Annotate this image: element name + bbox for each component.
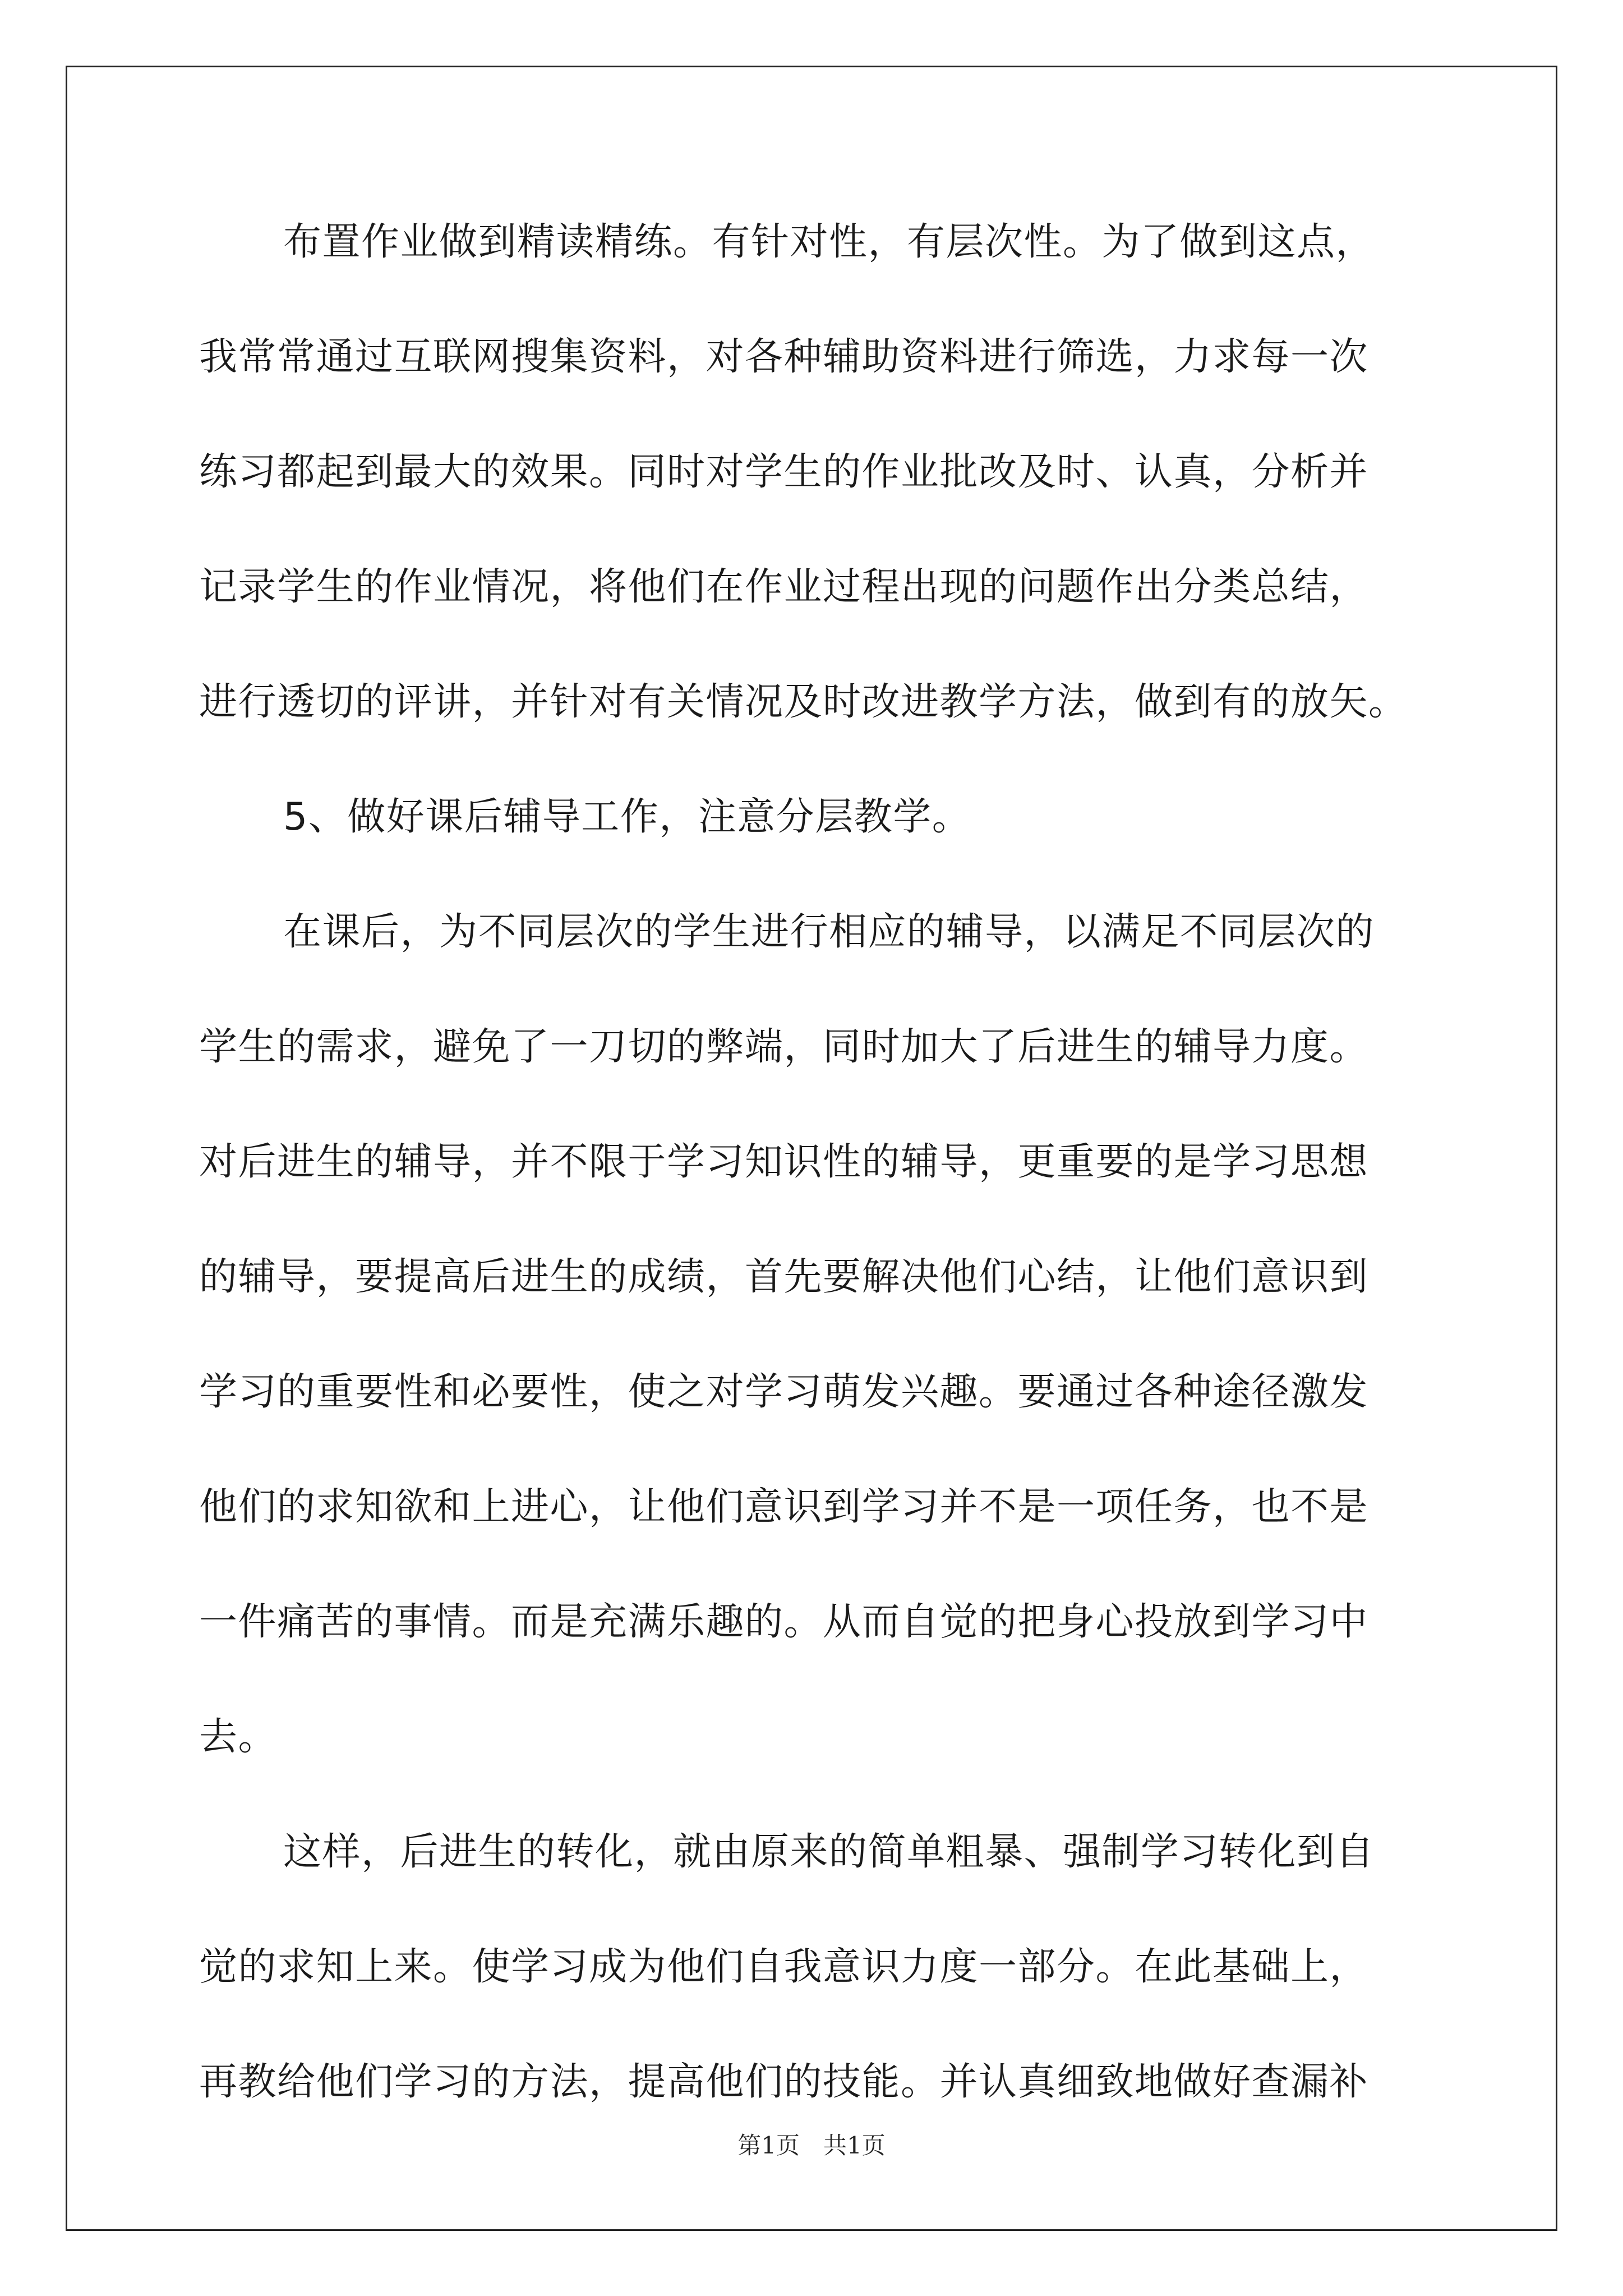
text-line: 我常常通过互联网搜集资料，对各种辅助资料进行筛选，力求每一次 — [199, 335, 1369, 379]
text-line: 的辅导，要提高后进生的成绩，首先要解决他们心结，让他们意识到 — [199, 1255, 1369, 1299]
text-line: 觉的求知上来。使学习成为他们自我意识力度一部分。在此基础上， — [199, 1945, 1369, 1989]
section-heading: 5、做好课后辅导工作，注意分层教学。 — [283, 795, 971, 839]
text-line: 布置作业做到精读精练。有针对性，有层次性。为了做到这点， — [283, 220, 1375, 264]
text-line: 再教给他们学习的方法，提高他们的技能。并认真细致地做好查漏补 — [199, 2060, 1369, 2104]
text-line: 他们的求知欲和上进心，让他们意识到学习并不是一项任务，也不是 — [199, 1485, 1369, 1529]
text-line: 学生的需求，避免了一刀切的弊端，同时加大了后进生的辅导力度。 — [199, 1025, 1369, 1069]
text-line: 一件痛苦的事情。而是充满乐趣的。从而自觉的把身心投放到学习中 — [199, 1600, 1369, 1644]
text-line: 练习都起到最大的效果。同时对学生的作业批改及时、认真，分析并 — [199, 450, 1369, 494]
text-line: 去。 — [199, 1715, 278, 1759]
text-line: 在课后，为不同层次的学生进行相应的辅导，以满足不同层次的 — [283, 910, 1375, 954]
text-line: 对后进生的辅导，并不限于学习知识性的辅导，更重要的是学习思想 — [199, 1140, 1369, 1184]
text-line: 学习的重要性和必要性，使之对学习萌发兴趣。要通过各种途径激发 — [199, 1370, 1369, 1414]
text-line: 进行透切的评讲，并针对有关情况及时改进教学方法，做到有的放矢。 — [199, 680, 1408, 724]
text-line: 记录学生的作业情况，将他们在作业过程出现的问题作出分类总结， — [199, 565, 1369, 609]
text-line: 这样，后进生的转化，就由原来的简单粗暴、强制学习转化到自 — [283, 1830, 1375, 1874]
page-number-footer: 第1页 共1页 — [737, 2132, 886, 2159]
